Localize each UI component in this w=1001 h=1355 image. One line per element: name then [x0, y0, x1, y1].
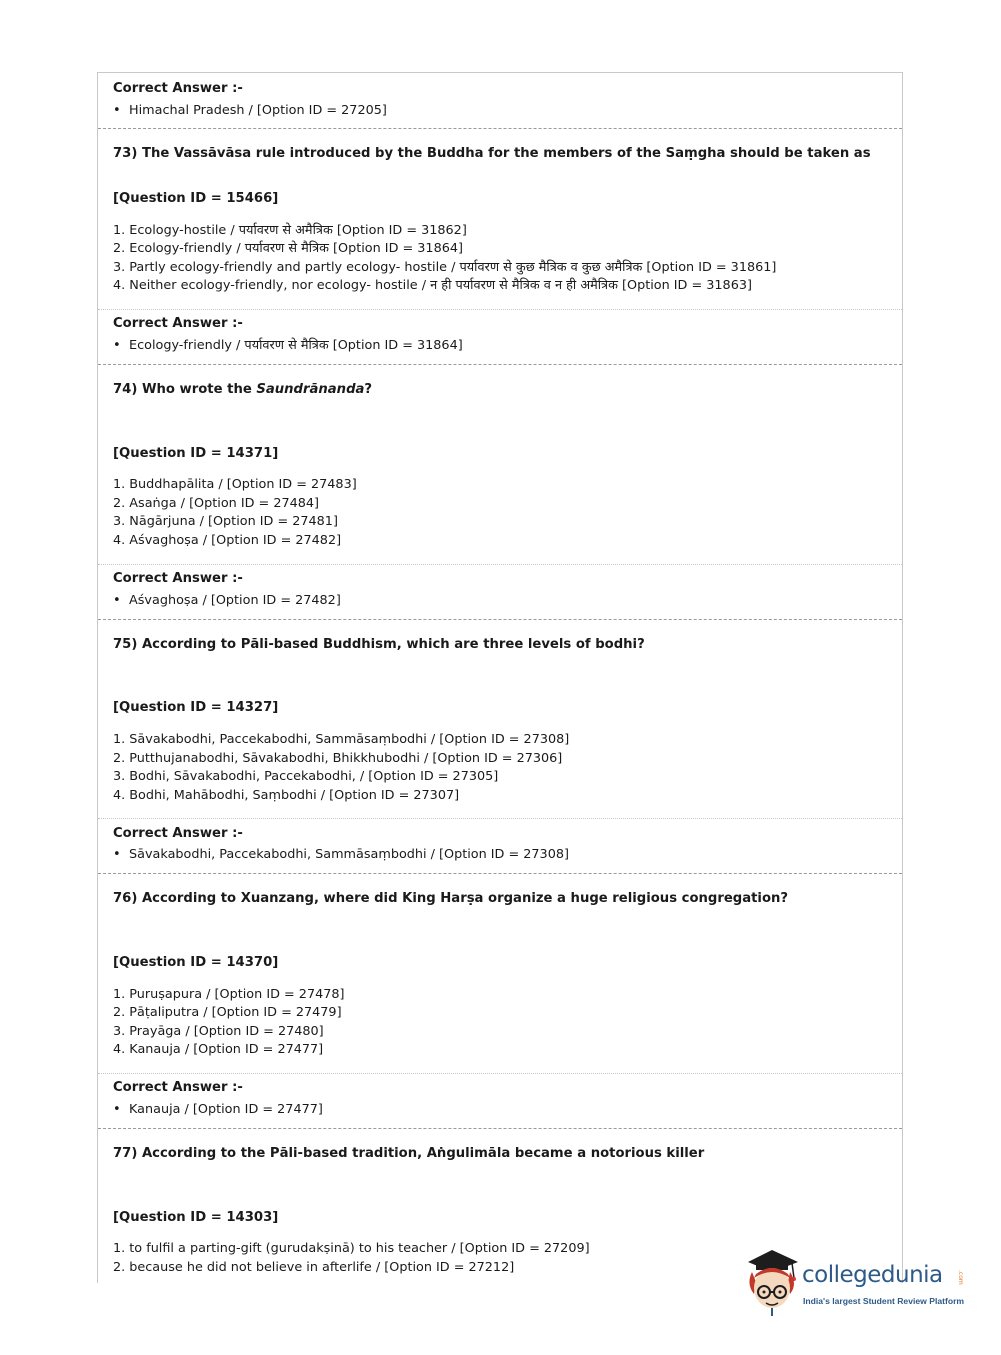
bullet: • — [113, 338, 121, 353]
option-item: 1. to fulfil a parting-gift (gurudakṣinā) to his teacher / [Option ID = 27209] — [113, 1241, 590, 1256]
option-item: 1. Buddhapālita / [Option ID = 27483] — [113, 477, 357, 492]
bullet: • — [113, 847, 121, 862]
answer-label: Correct Answer :- — [113, 1080, 243, 1095]
exam-page — [97, 72, 903, 1283]
answer-divider — [98, 309, 902, 310]
collegedunia-logo — [742, 1248, 982, 1318]
answer-divider — [98, 818, 902, 819]
answer-value: Aśvaghoṣa / [Option ID = 27482] — [129, 593, 341, 608]
option-item: 4. Bodhi, Mahābodhi, Saṃbodhi / [Option ID = 27307] — [113, 788, 460, 803]
option-item: 4. Aśvaghoṣa / [Option ID = 27482] — [113, 533, 342, 548]
option-item: 4. Kanauja / [Option ID = 27477] — [113, 1042, 324, 1057]
option-item: 2. Pāṭaliputra / [Option ID = 27479] — [113, 1005, 342, 1020]
option-item: 2. Putthujanabodhi, Sāvakabodhi, Bhikkhubodhi / [Option ID = 27306] — [113, 751, 563, 766]
question-id: [Question ID = 14303] — [113, 1210, 279, 1225]
logo-wordmark: collegedunia — [802, 1262, 943, 1288]
question-id: [Question ID = 14327] — [113, 700, 279, 715]
question-id: [Question ID = 14370] — [113, 955, 279, 970]
answer-label: Correct Answer :- — [113, 81, 243, 96]
question-title-em: Saundrānanda — [256, 382, 365, 397]
option-item: 1. Sāvakabodhi, Paccekabodhi, Sammāsaṃbodhi / [Option ID = 27308] — [113, 732, 570, 747]
question-title-suffix: ? — [364, 382, 373, 397]
answer-label: Correct Answer :- — [113, 571, 243, 586]
option-item: 4. Neither ecology-friendly, nor ecology- hostile / न ही पर्यावरण से मैत्रिक व न ही अमैत्रिक [Option ID = 31863] — [113, 278, 752, 293]
mascot-icon — [742, 1248, 804, 1316]
answer-label: Correct Answer :- — [113, 826, 243, 841]
bullet: • — [113, 593, 121, 608]
question-separator — [98, 873, 902, 874]
option-item: 3. Nāgārjuna / [Option ID = 27481] — [113, 514, 338, 529]
bullet: • — [113, 103, 121, 118]
question-separator — [98, 1128, 902, 1129]
answer-value: Sāvakabodhi, Paccekabodhi, Sammāsaṃbodhi / [Option ID = 27308] — [129, 847, 569, 862]
question-separator — [98, 364, 902, 365]
option-item: 2. Asaṅga / [Option ID = 27484] — [113, 496, 320, 511]
question-title — [113, 381, 372, 399]
logo-dotcom: .com — [957, 1270, 964, 1285]
option-item: 1. Ecology-hostile / पर्यावरण से अमैत्रिक [Option ID = 31862] — [113, 223, 467, 238]
question-title: 76) According to Xuanzang, where did King Harṣa organize a huge religious congregation? — [113, 891, 789, 906]
bullet: • — [113, 1102, 121, 1117]
option-item: 3. Bodhi, Sāvakabodhi, Paccekabodhi, / [Option ID = 27305] — [113, 769, 499, 784]
answer-value: Ecology-friendly / पर्यावरण से मैत्रिक [Option ID = 31864] — [129, 338, 463, 353]
question-separator — [98, 128, 902, 129]
question-title: 75) According to Pāli-based Buddhism, which are three levels of bodhi? — [113, 637, 645, 652]
question-title: 73) The Vassāvāsa rule introduced by the Buddha for the members of the Saṃgha should be taken as — [113, 146, 871, 161]
question-separator — [98, 619, 902, 620]
option-item: 1. Puruṣapura / [Option ID = 27478] — [113, 987, 345, 1002]
question-id: [Question ID = 14371] — [113, 446, 279, 461]
answer-label: Correct Answer :- — [113, 316, 243, 331]
option-item: 2. Ecology-friendly / पर्यावरण से मैत्रिक [Option ID = 31864] — [113, 241, 463, 256]
answer-value: Kanauja / [Option ID = 27477] — [129, 1102, 323, 1117]
answer-divider — [98, 1073, 902, 1074]
question-id: [Question ID = 15466] — [113, 191, 279, 206]
option-item: 3. Partly ecology-friendly and partly ecology- hostile / पर्यावरण से कुछ मैत्रिक व कुछ अमैत्रिक [Option ID = 31861] — [113, 260, 777, 275]
answer-divider — [98, 564, 902, 565]
answer-value: Himachal Pradesh / [Option ID = 27205] — [129, 103, 387, 118]
option-item: 3. Prayāga / [Option ID = 27480] — [113, 1024, 324, 1039]
option-item: 2. because he did not believe in afterlife / [Option ID = 27212] — [113, 1260, 515, 1275]
logo-tagline: India's largest Student Review Platform — [803, 1296, 965, 1306]
question-title-prefix: 74) Who wrote the — [113, 382, 257, 397]
question-title: 77) According to the Pāli-based tradition, Aṅgulimāla became a notorious killer — [113, 1146, 705, 1161]
